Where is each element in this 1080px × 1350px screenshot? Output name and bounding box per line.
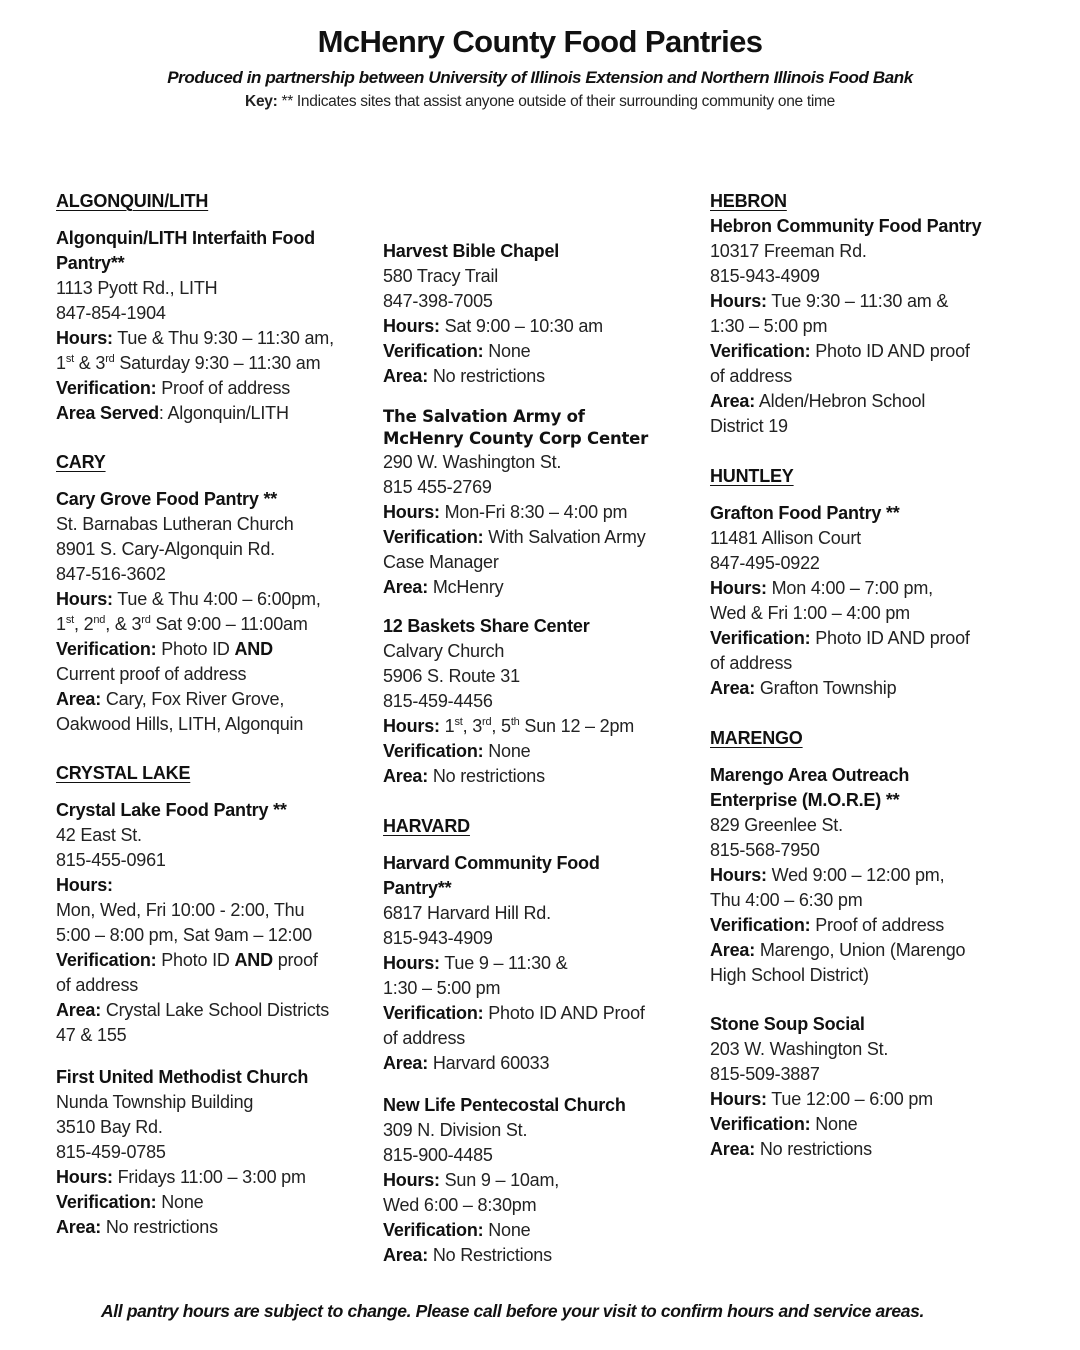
pantry-entry: [710, 501, 1030, 701]
pantry-verification-cont: Case Manager: [383, 552, 499, 572]
pantry-phone[interactable]: 815-459-4456: [383, 691, 493, 711]
area-value: : Algonquin/LITH: [158, 403, 289, 423]
pantry-verification: [383, 339, 703, 364]
hours-label: Hours:: [710, 865, 767, 885]
pantry-hours: [710, 863, 1030, 888]
pantry-phone[interactable]: 815-943-4909: [710, 266, 820, 286]
verification-value: Photo ID AND proof: [810, 628, 970, 648]
pantry-entry: [56, 226, 376, 426]
pantry-verification: [383, 525, 703, 550]
verification-value: Photo ID AND Proof: [483, 1003, 645, 1023]
area-value: No Restrictions: [428, 1245, 552, 1265]
area-value: No restrictions: [755, 1139, 872, 1159]
and-emphasis: AND: [234, 950, 273, 970]
hours-label: Hours:: [383, 502, 440, 522]
area-label: Area:: [56, 1217, 102, 1237]
pantry-name: Crystal Lake Food Pantry **: [56, 800, 287, 820]
pantry-area: [56, 401, 376, 426]
pantry-name: Hebron Community Food Pantry: [710, 216, 982, 236]
pantry-name: New Life Pentecostal Church: [383, 1095, 626, 1115]
pantry-name: First United Methodist Church: [56, 1067, 309, 1087]
pantry-address: 8901 S. Cary-Algonquin Rd.: [56, 539, 275, 559]
pantry-phone[interactable]: 815-509-3887: [710, 1064, 820, 1084]
verification-value: With Salvation Army: [483, 527, 646, 547]
pantry-name: The Salvation Army of: [383, 407, 585, 426]
pantry-verification: [383, 1001, 703, 1026]
pantry-name-cont: Enterprise (M.O.R.E) **: [710, 790, 900, 810]
pantry-area-cont: District 19: [710, 416, 788, 436]
pantry-entry: [56, 487, 376, 737]
pantry-address: 3510 Bay Rd.: [56, 1117, 163, 1137]
pantry-entry: [383, 851, 703, 1076]
pantry-hours-cont: 5:00 – 8:00 pm, Sat 9am – 12:00: [56, 925, 312, 945]
hours-label: Hours:: [383, 953, 440, 973]
area-label: Area:: [710, 391, 756, 411]
key-legend: [0, 93, 1080, 111]
verification-label: Verification:: [56, 950, 157, 970]
section-heading: HUNTLEY: [710, 466, 794, 486]
hours-text: & 3: [73, 353, 106, 373]
page-subtitle: Produced in partnership between University of Illinois Extension and Northern Illinois Food Bank: [167, 68, 913, 87]
pantry-location: St. Barnabas Lutheran Church: [56, 514, 294, 534]
verification-value: None: [483, 341, 531, 361]
pantry-name: 12 Baskets Share Center: [383, 616, 590, 636]
pantry-address: 1113 Pyott Rd., LITH: [56, 278, 218, 298]
key-text: ** Indicates sites that assist anyone outside of their surrounding community one time: [277, 93, 835, 110]
ordinal-suffix: st: [454, 716, 463, 728]
pantry-area: [383, 575, 703, 600]
hours-value: Tue 9:30 – 11:30 am &: [766, 291, 949, 311]
verification-value: proof: [272, 950, 318, 970]
footer-note: All pantry hours are subject to change. Please call before your visit to confirm hours and service areas.: [101, 1301, 924, 1321]
pantry-hours-cont: [56, 612, 376, 637]
hours-label: Hours:: [383, 716, 440, 736]
pantry-name: Harvest Bible Chapel: [383, 241, 560, 261]
hours-text: 1: [439, 716, 455, 736]
pantry-area: [710, 389, 1030, 414]
area-label: Area Served: [56, 403, 159, 423]
section-heading: HARVARD: [383, 816, 470, 836]
hours-text: , & 3: [105, 614, 142, 634]
verification-label: Verification:: [383, 527, 484, 547]
pantry-area: [56, 998, 376, 1023]
section-heading: CARY: [56, 452, 106, 472]
pantry-hours-cont: Wed 6:00 – 8:30pm: [383, 1195, 537, 1215]
section-harvard: [383, 814, 703, 839]
pantry-hours: [56, 1165, 376, 1190]
pantry-entry: [710, 214, 1030, 439]
ordinal-suffix: rd: [482, 716, 492, 728]
verification-value: Proof of address: [810, 915, 945, 935]
hours-text: Sun 12 – 2pm: [519, 716, 635, 736]
pantry-phone[interactable]: 847-516-3602: [56, 564, 166, 584]
pantry-name: Stone Soup Social: [710, 1014, 865, 1034]
ordinal-suffix: rd: [141, 614, 151, 626]
pantry-hours: [710, 576, 1030, 601]
hours-text: , 2: [73, 614, 94, 634]
area-label: Area:: [710, 1139, 756, 1159]
pantry-phone[interactable]: 815-943-4909: [383, 928, 493, 948]
pantry-area-cont: 47 & 155: [56, 1025, 127, 1045]
hours-label: Hours:: [383, 316, 440, 336]
pantry-name: Harvard Community Food: [383, 853, 600, 873]
pantry-verification: [383, 1218, 703, 1243]
pantry-area: [710, 676, 1030, 701]
pantry-area-cont: Oakwood Hills, LITH, Algonquin: [56, 714, 304, 734]
section-cary: [56, 450, 376, 475]
area-label: Area:: [56, 689, 102, 709]
ordinal-suffix: st: [65, 353, 74, 365]
hours-value: Tue & Thu 9:30 – 11:30 am,: [112, 328, 334, 348]
pantry-verification-cont: of address: [710, 653, 793, 673]
hours-value: Tue 9 – 11:30 &: [439, 953, 568, 973]
section-heading: CRYSTAL LAKE: [56, 763, 191, 783]
section-heading: MARENGO: [710, 728, 803, 748]
pantry-hours: [383, 1168, 703, 1193]
pantry-entry: [383, 1093, 703, 1268]
page-title: McHenry County Food Pantries: [317, 24, 763, 59]
hours-value: Wed 9:00 – 12:00 pm,: [766, 865, 945, 885]
pantry-location: Calvary Church: [383, 641, 505, 661]
verification-label: Verification:: [710, 915, 811, 935]
pantry-hours: [56, 326, 376, 351]
pantry-address: 203 W. Washington St.: [710, 1039, 889, 1059]
area-value: Marengo, Union (Marengo: [755, 940, 966, 960]
verification-value: Photo ID: [156, 950, 235, 970]
pantry-hours: [383, 314, 703, 339]
pantry-hours: Mon, Wed, Fri 10:00 - 2:00, Thu: [56, 900, 305, 920]
pantry-area: [383, 364, 703, 389]
area-value: No restrictions: [428, 366, 545, 386]
pantry-entry: [383, 239, 703, 389]
pantry-verification-cont: Current proof of address: [56, 664, 247, 684]
pantry-verification: [710, 626, 1030, 651]
pantry-phone[interactable]: 815 455-2769: [383, 477, 492, 497]
section-algonquin: [56, 189, 376, 214]
hours-label: Hours:: [710, 578, 767, 598]
hours-value: Fridays 11:00 – 3:00 pm: [112, 1167, 306, 1187]
verification-value: Photo ID: [156, 639, 235, 659]
pantry-location: Nunda Township Building: [56, 1092, 254, 1112]
pantry-verification: [56, 637, 376, 662]
ordinal-suffix: rd: [105, 353, 115, 365]
hours-label: Hours:: [56, 328, 113, 348]
area-value: No restrictions: [428, 766, 545, 786]
pantry-entry: [383, 406, 703, 600]
pantry-phone[interactable]: 815-459-0785: [56, 1142, 166, 1162]
area-value: No restrictions: [101, 1217, 218, 1237]
area-label: Area:: [383, 766, 429, 786]
ordinal-suffix: nd: [93, 614, 106, 626]
verification-value: None: [483, 1220, 531, 1240]
hours-label: Hours:: [56, 1167, 113, 1187]
pantry-name: Cary Grove Food Pantry **: [56, 489, 278, 509]
area-value: Cary, Fox River Grove,: [101, 689, 285, 709]
area-value: Harvard 60033: [428, 1053, 550, 1073]
hours-value: Tue & Thu 4:00 – 6:00pm,: [112, 589, 321, 609]
verification-label: Verification:: [383, 1220, 484, 1240]
pantry-hours: [710, 1087, 1030, 1112]
area-value: McHenry: [428, 577, 504, 597]
ordinal-suffix: th: [510, 716, 520, 728]
verification-label: Verification:: [56, 639, 157, 659]
hours-label: Hours:: [383, 1170, 440, 1190]
section-marengo: [710, 726, 1030, 751]
pantry-hours-cont: 1:30 – 5:00 pm: [383, 978, 501, 998]
pantry-hours: [710, 289, 1030, 314]
area-label: Area:: [383, 577, 429, 597]
verification-label: Verification:: [383, 1003, 484, 1023]
pantry-hours: [383, 951, 703, 976]
pantry-hours: [56, 587, 376, 612]
verification-label: Verification:: [710, 1114, 811, 1134]
pantry-hours: [383, 714, 703, 739]
pantry-area: [56, 687, 376, 712]
section-hebron: [710, 189, 1030, 214]
verification-label: Verification:: [383, 341, 484, 361]
hours-value: Mon 4:00 – 7:00 pm,: [766, 578, 933, 598]
area-label: Area:: [383, 1053, 429, 1073]
key-label: Key:: [245, 93, 278, 110]
verification-value: Proof of address: [156, 378, 291, 398]
area-value: Alden/Hebron School: [755, 391, 926, 411]
pantry-area: [710, 938, 1030, 963]
hours-label: Hours:: [710, 291, 767, 311]
pantry-phone[interactable]: 815-568-7950: [710, 840, 820, 860]
verification-label: Verification:: [710, 628, 811, 648]
area-value: Crystal Lake School Districts: [101, 1000, 330, 1020]
pantry-verification: [56, 1190, 376, 1215]
verification-value: Photo ID AND proof: [810, 341, 970, 361]
pantry-name-cont: Pantry**: [383, 878, 452, 898]
pantry-entry: [383, 614, 703, 789]
area-label: Area:: [710, 940, 756, 960]
pantry-name-cont: McHenry County Corp Center: [383, 429, 649, 448]
hours-value: Sun 9 – 10am,: [439, 1170, 560, 1190]
pantry-address: 10317 Freeman Rd.: [710, 241, 867, 261]
pantry-verification: [710, 1112, 1030, 1137]
pantry-entry: [710, 763, 1030, 988]
hours-text: 1: [56, 614, 66, 634]
verification-value: None: [810, 1114, 858, 1134]
pantry-phone[interactable]: 847-495-0922: [710, 553, 820, 573]
section-huntley: [710, 464, 1030, 489]
pantry-phone[interactable]: 815-455-0961: [56, 850, 166, 870]
hours-label: Hours:: [56, 875, 113, 895]
pantry-area: [383, 1243, 703, 1268]
hours-label: Hours:: [56, 589, 113, 609]
pantry-address: 580 Tracy Trail: [383, 266, 499, 286]
pantry-phone[interactable]: 847-854-1904: [56, 303, 166, 323]
section-heading: ALGONQUIN/LITH: [56, 191, 209, 211]
pantry-name: Algonquin/LITH Interfaith Food: [56, 228, 315, 248]
pantry-address: 309 N. Division St.: [383, 1120, 528, 1140]
section-crystal-lake: [56, 761, 376, 786]
pantry-hours: [383, 500, 703, 525]
pantry-hours-cont: Thu 4:00 – 6:30 pm: [710, 890, 863, 910]
pantry-name: Marengo Area Outreach: [710, 765, 910, 785]
verification-label: Verification:: [56, 378, 157, 398]
pantry-verification-cont: of address: [710, 366, 793, 386]
pantry-area-cont: High School District): [710, 965, 869, 985]
hours-label: Hours:: [710, 1089, 767, 1109]
pantry-verification: [710, 913, 1030, 938]
pantry-phone[interactable]: 847-398-7005: [383, 291, 493, 311]
pantry-phone[interactable]: 815-900-4485: [383, 1145, 493, 1165]
verification-value: None: [156, 1192, 204, 1212]
pantry-address: 290 W. Washington St.: [383, 452, 562, 472]
area-label: Area:: [710, 678, 756, 698]
pantry-address: 6817 Harvard Hill Rd.: [383, 903, 551, 923]
pantry-address: 11481 Allison Court: [710, 528, 861, 548]
hours-text: Saturday 9:30 – 11:30 am: [114, 353, 321, 373]
hours-text: Sat 9:00 – 11:00am: [150, 614, 308, 634]
pantry-verification: [383, 739, 703, 764]
pantry-verification-cont: of address: [56, 975, 139, 995]
area-label: Area:: [383, 1245, 429, 1265]
pantry-entry: [56, 798, 376, 1048]
area-value: Grafton Township: [755, 678, 897, 698]
pantry-address: 5906 S. Route 31: [383, 666, 520, 686]
pantry-area: [710, 1137, 1030, 1162]
area-label: Area:: [383, 366, 429, 386]
and-emphasis: AND: [234, 639, 273, 659]
hours-value: Sat 9:00 – 10:30 am: [439, 316, 603, 336]
pantry-address: 829 Greenlee St.: [710, 815, 843, 835]
verification-value: None: [483, 741, 531, 761]
hours-text: , 3: [462, 716, 483, 736]
verification-label: Verification:: [710, 341, 811, 361]
pantry-verification: [710, 339, 1030, 364]
hours-text: , 5: [491, 716, 511, 736]
pantry-area: [383, 764, 703, 789]
pantry-name-cont: Pantry**: [56, 253, 125, 273]
pantry-area: [383, 1051, 703, 1076]
hours-value: Mon-Fri 8:30 – 4:00 pm: [439, 502, 628, 522]
pantry-hours-cont: Wed & Fri 1:00 – 4:00 pm: [710, 603, 910, 623]
section-heading: HEBRON: [710, 191, 787, 211]
verification-label: Verification:: [383, 741, 484, 761]
pantry-area: [56, 1215, 376, 1240]
pantry-entry: [710, 1012, 1030, 1162]
ordinal-suffix: st: [65, 614, 74, 626]
pantry-verification-cont: of address: [383, 1028, 466, 1048]
pantry-verification: [56, 376, 376, 401]
verification-label: Verification:: [56, 1192, 157, 1212]
hours-value: Tue 12:00 – 6:00 pm: [766, 1089, 933, 1109]
pantry-verification: [56, 948, 376, 973]
pantry-entry: [56, 1065, 376, 1240]
pantry-hours-cont: 1:30 – 5:00 pm: [710, 316, 828, 336]
pantry-address: 42 East St.: [56, 825, 142, 845]
hours-text: 1: [56, 353, 66, 373]
pantry-name: Grafton Food Pantry **: [710, 503, 900, 523]
area-label: Area:: [56, 1000, 102, 1020]
pantry-hours-cont: [56, 351, 376, 376]
